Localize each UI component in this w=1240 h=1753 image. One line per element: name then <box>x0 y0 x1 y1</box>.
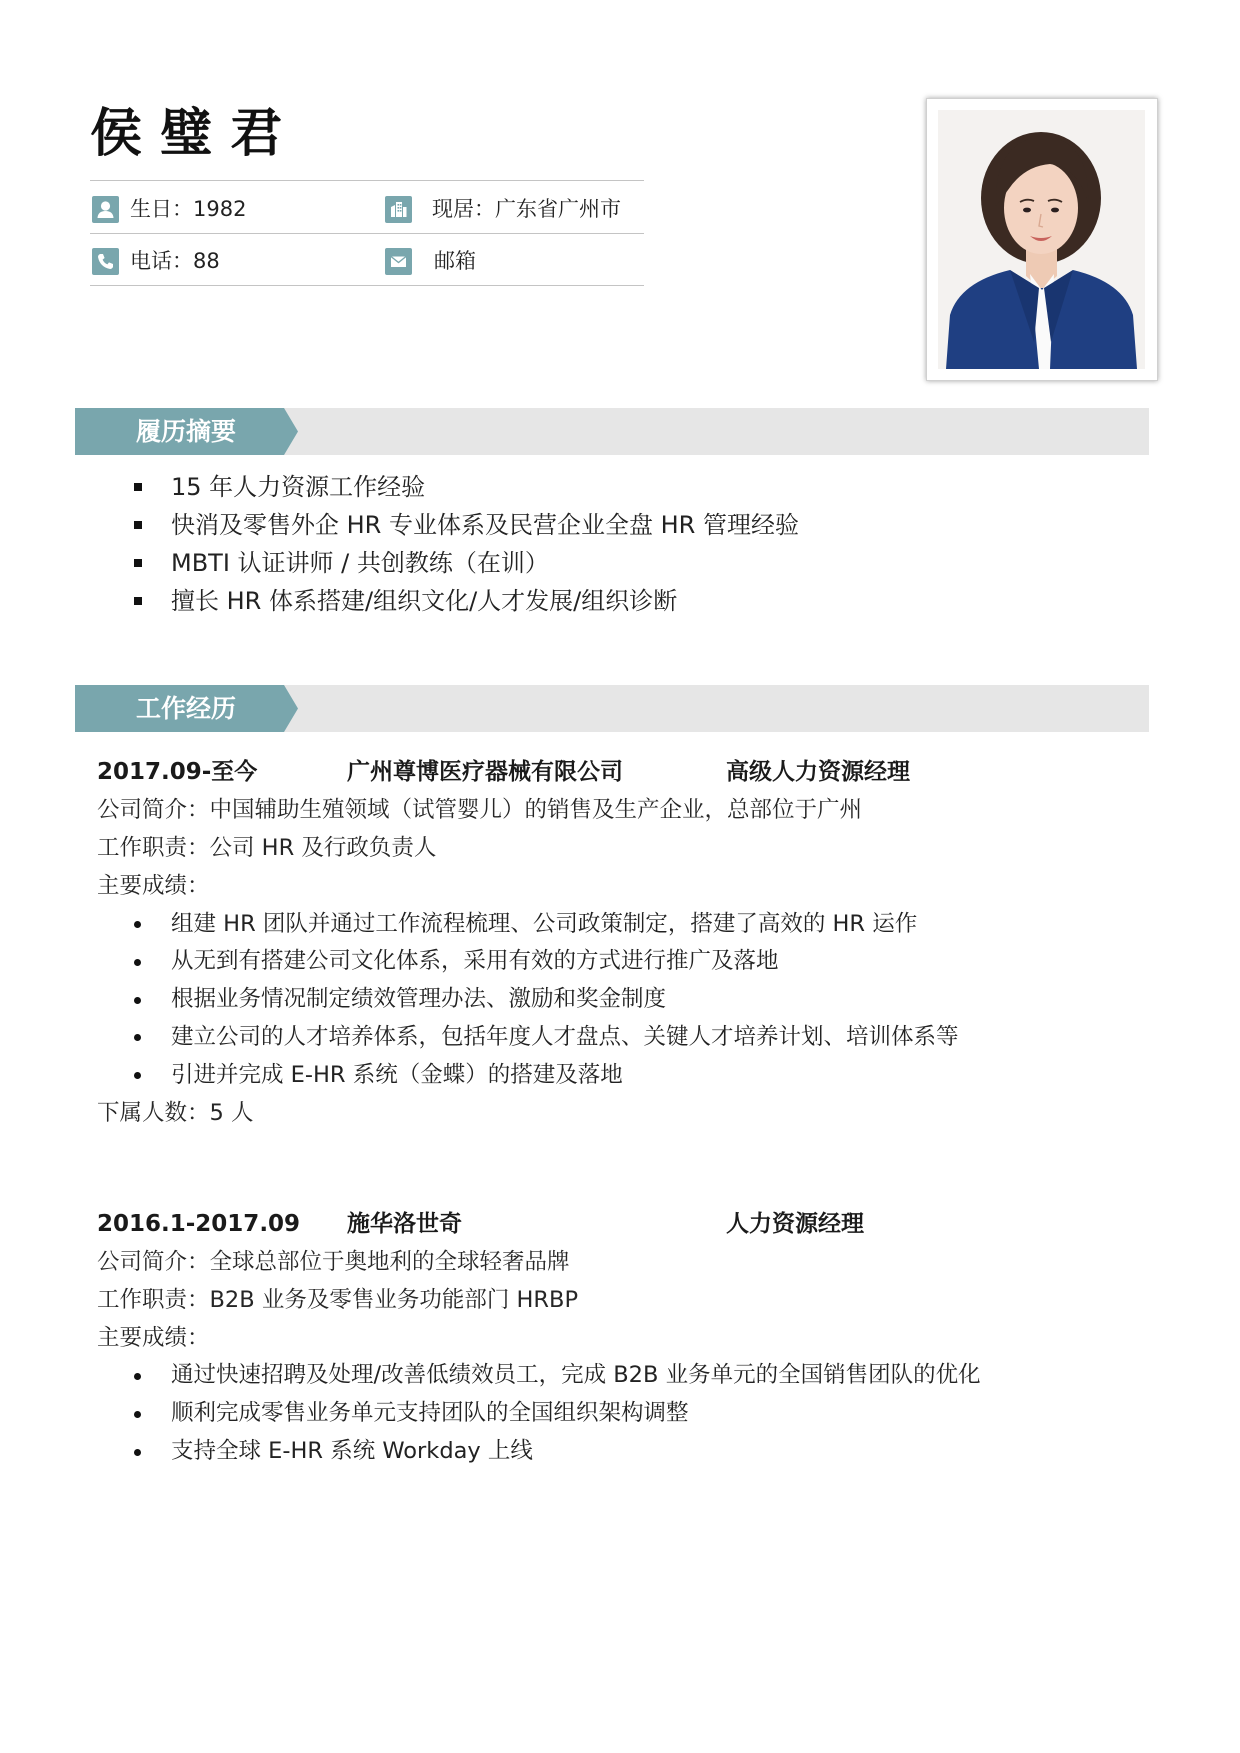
candidate-name: 侯 璧 君 <box>90 104 283 164</box>
list-item <box>171 1019 1097 1057</box>
bullet-dot <box>134 1449 141 1456</box>
job-entry <box>97 754 1097 1132</box>
job-duties: 工作职责：公司 HR 及行政负责人 <box>97 834 437 861</box>
building-icon <box>385 196 412 223</box>
list-item <box>171 582 799 620</box>
achievement-text: 引进并完成 E-HR 系统（金蝶）的搭建及落地 <box>171 1061 623 1088</box>
bullet-dot <box>134 1411 141 1418</box>
summary-item-text: 擅长 HR 体系搭建/组织文化/人才发展/组织诊断 <box>171 587 678 615</box>
achievements-label: 主要成绩： <box>97 872 210 899</box>
list-item <box>171 1395 1097 1433</box>
job-entry <box>97 1206 1097 1471</box>
job-header <box>97 1206 1097 1244</box>
job-position: 高级人力资源经理 <box>726 759 910 786</box>
achievement-text: 根据业务情况制定绩效管理办法、激励和奖金制度 <box>171 986 667 1013</box>
company-intro: 公司简介：全球总部位于奥地利的全球轻奢品牌 <box>97 1249 570 1276</box>
bullet-dot <box>134 1072 141 1079</box>
job-position: 人力资源经理 <box>726 1211 864 1238</box>
birthday-text: 生日：1982 <box>130 197 247 221</box>
experience-section-header <box>75 685 1149 732</box>
bullet-square <box>134 597 142 605</box>
summary-item-text: MBTI 认证讲师 / 共创教练（在训） <box>171 549 549 577</box>
company-intro: 公司简介：中国辅助生殖领域（试管婴儿）的销售及生产企业，总部位于广州 <box>97 797 863 824</box>
job-company: 广州尊博医疗器械有限公司 <box>347 759 623 786</box>
bullet-square <box>134 521 142 529</box>
residence-text: 现居：广东省广州市 <box>432 197 621 221</box>
user-icon <box>92 196 119 223</box>
list-item <box>171 906 1097 944</box>
bullet-dot <box>134 921 141 928</box>
info-divider-middle <box>90 233 644 234</box>
bullet-dot <box>134 1034 141 1041</box>
job-header <box>97 754 1097 792</box>
achievement-text: 建立公司的人才培养体系，包括年度人才盘点、关键人才培养计划、培训体系等 <box>171 1023 959 1050</box>
summary-section-header <box>75 408 1149 455</box>
achievements-label: 主要成绩： <box>97 1324 210 1351</box>
bullet-dot <box>134 1373 141 1380</box>
info-divider-top <box>90 180 644 181</box>
bullet-dot <box>134 997 141 1004</box>
achievement-text: 组建 HR 团队并通过工作流程梳理、公司政策制定，搭建了高效的 HR 运作 <box>171 910 918 937</box>
info-divider-bottom <box>90 285 644 286</box>
list-item <box>171 506 799 544</box>
summary-item-text: 快消及零售外企 HR 专业体系及民营企业全盘 HR 管理经验 <box>171 511 799 539</box>
summary-section-title: 履历摘要 <box>136 417 237 446</box>
achievement-text: 从无到有搭建公司文化体系，采用有效的方式进行推广及落地 <box>171 948 779 975</box>
job-period: 2017.09-至今 <box>97 759 258 786</box>
list-item <box>171 1357 1097 1395</box>
portrait-image <box>938 110 1145 369</box>
list-item <box>171 544 799 582</box>
list-item <box>171 943 1097 981</box>
job-period: 2016.1-2017.09 <box>97 1211 301 1238</box>
list-item <box>171 468 799 506</box>
mail-icon <box>385 248 412 275</box>
achievement-text: 支持全球 E-HR 系统 Workday 上线 <box>171 1438 533 1465</box>
achievement-text: 通过快速招聘及处理/改善低绩效员工，完成 B2B 业务单元的全国销售团队的优化 <box>171 1362 981 1389</box>
job-company: 施华洛世奇 <box>347 1211 462 1238</box>
summary-item-text: 15 年人力资源工作经验 <box>171 473 426 501</box>
bullet-square <box>134 559 142 567</box>
list-item <box>171 1433 1097 1471</box>
achievement-text: 顺利完成零售业务单元支持团队的全国组织架构调整 <box>171 1400 689 1427</box>
bullet-square <box>134 483 142 491</box>
email-text: 邮箱 <box>434 249 476 273</box>
phone-icon <box>92 248 119 275</box>
job-duties: 工作职责：B2B 业务及零售业务功能部门 HRBP <box>97 1286 579 1313</box>
experience-section-title: 工作经历 <box>136 694 237 723</box>
bullet-dot <box>134 959 141 966</box>
list-item <box>171 1057 1097 1095</box>
profile-photo <box>926 98 1158 381</box>
summary-list <box>171 468 799 620</box>
phone-text: 电话：88 <box>130 249 220 273</box>
list-item <box>171 981 1097 1019</box>
team-size: 下属人数：5 人 <box>97 1099 254 1126</box>
